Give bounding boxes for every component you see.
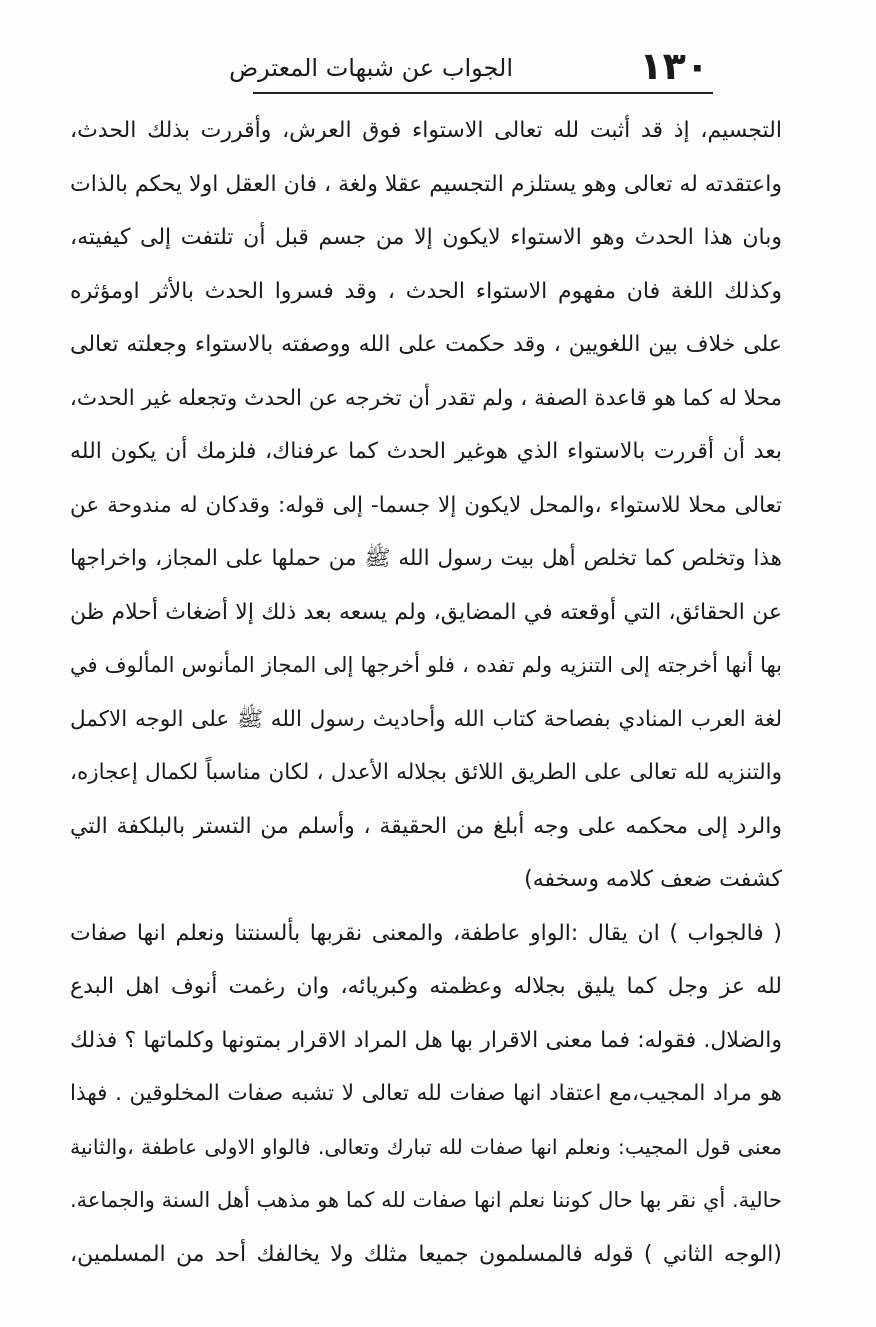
body-text [70,104,782,1281]
text-line: تعالى محلا للاستواء ،والمحل لايكون إلا جسما- إلى قوله: وقدكان له مندوحة عن [70,492,782,518]
page-number: ١٣٠ [639,44,709,88]
text-line: هذا وتخلص كما تخلص أهل بيت رسول الله ﷺ من حملها على المجاز، واخراجها [70,546,782,571]
text-line: عن الحقائق، التي أوقعته في المضايق، ولم يسعه بعد ذلك إلا أضغاث أحلام ظن [70,599,782,625]
page-header [229,44,713,88]
text-line: لله عز وجل كما يليق بجلاله وعظمته وكبريائه، وان رغمت أنوف اهل البدع [70,974,782,999]
text-line: كشفت ضعف كلامه وسخفه) [524,867,782,892]
text-line: والتنزيه لله تعالى على الطريق اللائق بجلاله الأعدل ، لكان مناسباً لكمال إعجازه، [70,760,782,785]
text-line: محلا له كما هو قاعدة الصفة ، ولم تقدر أن تخرجه عن الحدث وتجعله غير الحدث، [70,385,782,411]
text-line: هو مراد المجيب،مع اعتقاد انها صفات لله تعالى لا تشبه صفات المخلوقين . فهذا [70,1081,782,1106]
text-line: بها أنها أخرجته إلى التنزيه ولم تفده ، فلو أخرجها إلى المجاز المأنوس المألوف في [70,653,782,677]
text-line: والرد إلى محكمه على وجه أبلغ من الحقيقة ، وأسلم من التستر بالبلكفة التي [70,813,782,839]
text-line: لغة العرب المنادي بفصاحة كتاب الله وأحاديث رسول الله ﷺ على الوجه الاكمل [70,706,782,732]
text-line: التجسيم، إذ قد أثبت لله تعالى الاستواء فوق العرش، وأقررت بذلك الحدث، [70,118,782,143]
header-rule [253,92,713,94]
text-line: ( فالجواب ) ان يقال :الواو عاطفة، والمعنى نقربها بألسنتنا ونعلم انها صفات [70,920,782,946]
text-line: على خلاف بين اللغويين ، وقد حكمت على الله ووصفته بالاستواء وجعلته تعالى [70,332,782,357]
text-line: (الوجه الثاني ) قوله فالمسلمون جميعا مثلك ولا يخالفك أحد من المسلمين، [70,1241,782,1267]
text-line: وبان هذا الحدث وهو الاستواء لايكون إلا من جسم قبل أن تلتفت إلى كيفيته، [70,225,782,250]
text-line: والضلال. فقوله: فما معنى الاقرار بها هل المراد الاقرار بمتونها وكلماتها ؟ فذلك [70,1027,782,1053]
text-line: حالية. أي نقر بها حال كوننا نعلم انها صفات لله كما هو مذهب أهل السنة والجماعة. [70,1188,782,1212]
text-line: معنى قول المجيب: ونعلم انها صفات لله تبارك وتعالى. فالواو الاولى عاطفة ،والثانية [70,1134,782,1159]
running-title: الجواب عن شبهات المعترض [229,54,513,82]
text-line: بعد أن أقررت بالاستواء الذي هوغير الحدث كما عرفناك، فلزمك أن يكون الله [70,439,782,464]
text-line: وكذلك اللغة فان مفهوم الاستواء الحدث ، وقد فسروا الحدث بالأثر اومؤثره [70,278,782,304]
text-line: واعتقدته له تعالى وهو يستلزم التجسيم عقلا ولغة ، فان العقل اولا يحكم بالذات [70,171,782,197]
